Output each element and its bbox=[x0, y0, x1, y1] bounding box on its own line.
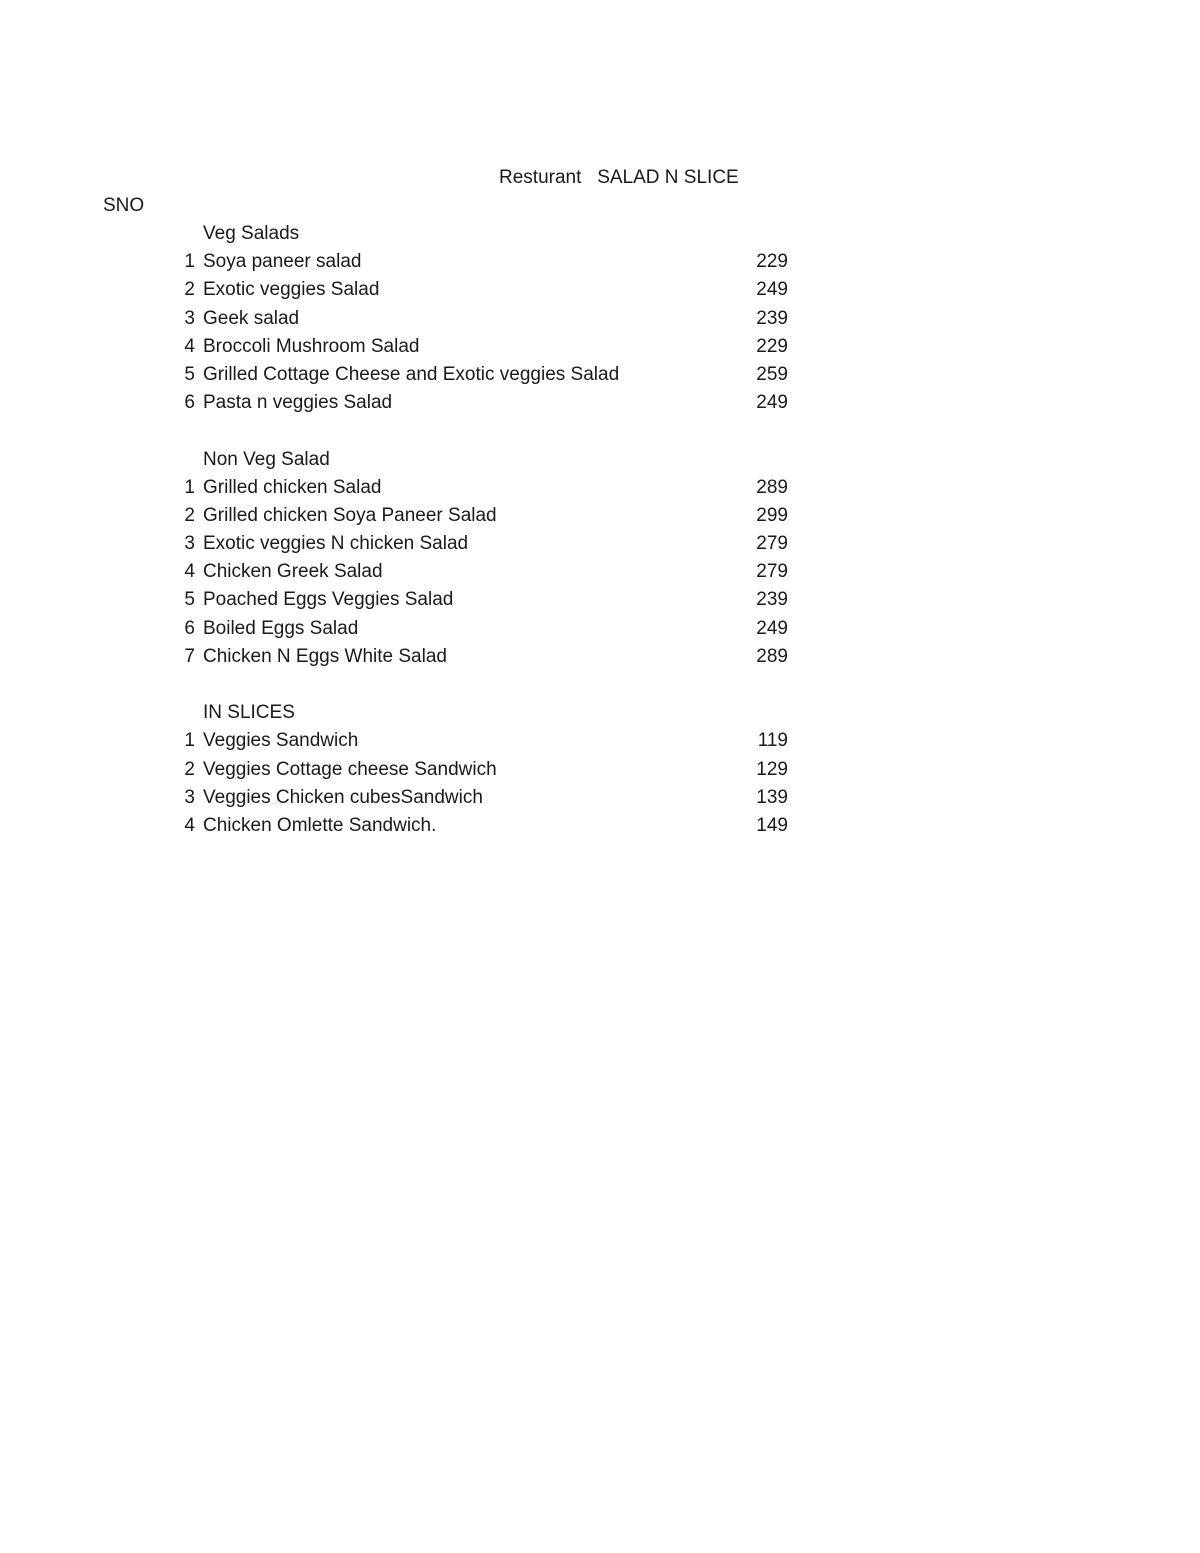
item-number: 3 bbox=[184, 533, 195, 555]
item-number: 1 bbox=[184, 730, 195, 752]
item-number: 6 bbox=[184, 392, 195, 414]
item-price: 249 bbox=[756, 392, 788, 414]
item-price: 239 bbox=[756, 307, 788, 329]
menu-item-row bbox=[0, 250, 1200, 278]
item-price: 129 bbox=[756, 758, 788, 780]
item-number: 4 bbox=[184, 814, 195, 836]
item-name: Veggies Chicken cubesSandwich bbox=[203, 786, 483, 808]
item-price: 299 bbox=[756, 504, 788, 526]
section-heading-row bbox=[0, 701, 1200, 729]
menu-item-row bbox=[0, 278, 1200, 306]
item-number: 3 bbox=[184, 307, 195, 329]
item-name: Chicken Greek Salad bbox=[203, 561, 383, 583]
item-price: 249 bbox=[756, 279, 788, 301]
item-number: 2 bbox=[184, 758, 195, 780]
item-price: 229 bbox=[756, 335, 788, 357]
item-number: 1 bbox=[184, 476, 195, 498]
item-price: 239 bbox=[756, 589, 788, 611]
menu-item-row bbox=[0, 335, 1200, 363]
menu-item-row bbox=[0, 532, 1200, 560]
menu-item-row bbox=[0, 476, 1200, 504]
item-name: Chicken N Eggs White Salad bbox=[203, 645, 447, 667]
item-price: 249 bbox=[756, 617, 788, 639]
item-name: Soya paneer salad bbox=[203, 251, 362, 273]
section-heading-row bbox=[0, 222, 1200, 250]
item-name: Geek salad bbox=[203, 307, 300, 329]
item-number: 7 bbox=[184, 645, 195, 667]
item-name: Exotic veggies Salad bbox=[203, 279, 380, 301]
sno-column-header: SNO bbox=[103, 195, 145, 216]
menu-item-row bbox=[0, 504, 1200, 532]
menu-item-row bbox=[0, 363, 1200, 391]
item-name: Exotic veggies N chicken Salad bbox=[203, 533, 469, 555]
item-name: Chicken Omlette Sandwich. bbox=[203, 814, 437, 836]
item-price: 289 bbox=[756, 476, 788, 498]
item-name: Veggies Sandwich bbox=[203, 730, 359, 752]
item-price: 279 bbox=[756, 533, 788, 555]
menu-item-row bbox=[0, 588, 1200, 616]
menu-item-row bbox=[0, 645, 1200, 673]
section-heading-row bbox=[0, 448, 1200, 476]
menu-item-row bbox=[0, 617, 1200, 645]
item-price: 229 bbox=[756, 251, 788, 273]
item-price: 259 bbox=[756, 363, 788, 385]
menu-item-row bbox=[0, 307, 1200, 335]
item-number: 4 bbox=[184, 335, 195, 357]
section-spacer bbox=[0, 673, 1200, 701]
item-price: 289 bbox=[756, 645, 788, 667]
item-name: Veggies Cottage cheese Sandwich bbox=[203, 758, 497, 780]
item-price: 149 bbox=[756, 814, 788, 836]
item-name: Boiled Eggs Salad bbox=[203, 617, 359, 639]
item-name: Broccoli Mushroom Salad bbox=[203, 335, 420, 357]
item-number: 5 bbox=[184, 363, 195, 385]
item-number: 6 bbox=[184, 617, 195, 639]
item-number: 5 bbox=[184, 589, 195, 611]
menu-list bbox=[0, 222, 1200, 842]
section-heading: IN SLICES bbox=[203, 702, 295, 724]
menu-item-row bbox=[0, 560, 1200, 588]
item-name: Pasta n veggies Salad bbox=[203, 392, 393, 414]
menu-item-row bbox=[0, 391, 1200, 419]
item-number: 2 bbox=[184, 504, 195, 526]
item-number: 1 bbox=[184, 251, 195, 273]
item-price: 119 bbox=[757, 730, 788, 752]
item-name: Poached Eggs Veggies Salad bbox=[203, 589, 454, 611]
item-name: Grilled chicken Soya Paneer Salad bbox=[203, 504, 497, 526]
section-heading: Non Veg Salad bbox=[203, 448, 330, 470]
item-price: 279 bbox=[756, 561, 788, 583]
menu-item-row bbox=[0, 758, 1200, 786]
item-price: 139 bbox=[756, 786, 788, 808]
section-spacer bbox=[0, 419, 1200, 447]
menu-item-row bbox=[0, 786, 1200, 814]
page-title: Resturant SALAD N SLICE bbox=[499, 167, 739, 188]
item-number: 3 bbox=[184, 786, 195, 808]
section-heading: Veg Salads bbox=[203, 223, 300, 244]
item-name: Grilled Cottage Cheese and Exotic veggies Salad bbox=[203, 363, 620, 385]
item-name: Grilled chicken Salad bbox=[203, 476, 382, 498]
item-number: 4 bbox=[184, 561, 195, 583]
menu-item-row bbox=[0, 814, 1200, 842]
item-number: 2 bbox=[184, 279, 195, 301]
menu-item-row bbox=[0, 729, 1200, 757]
